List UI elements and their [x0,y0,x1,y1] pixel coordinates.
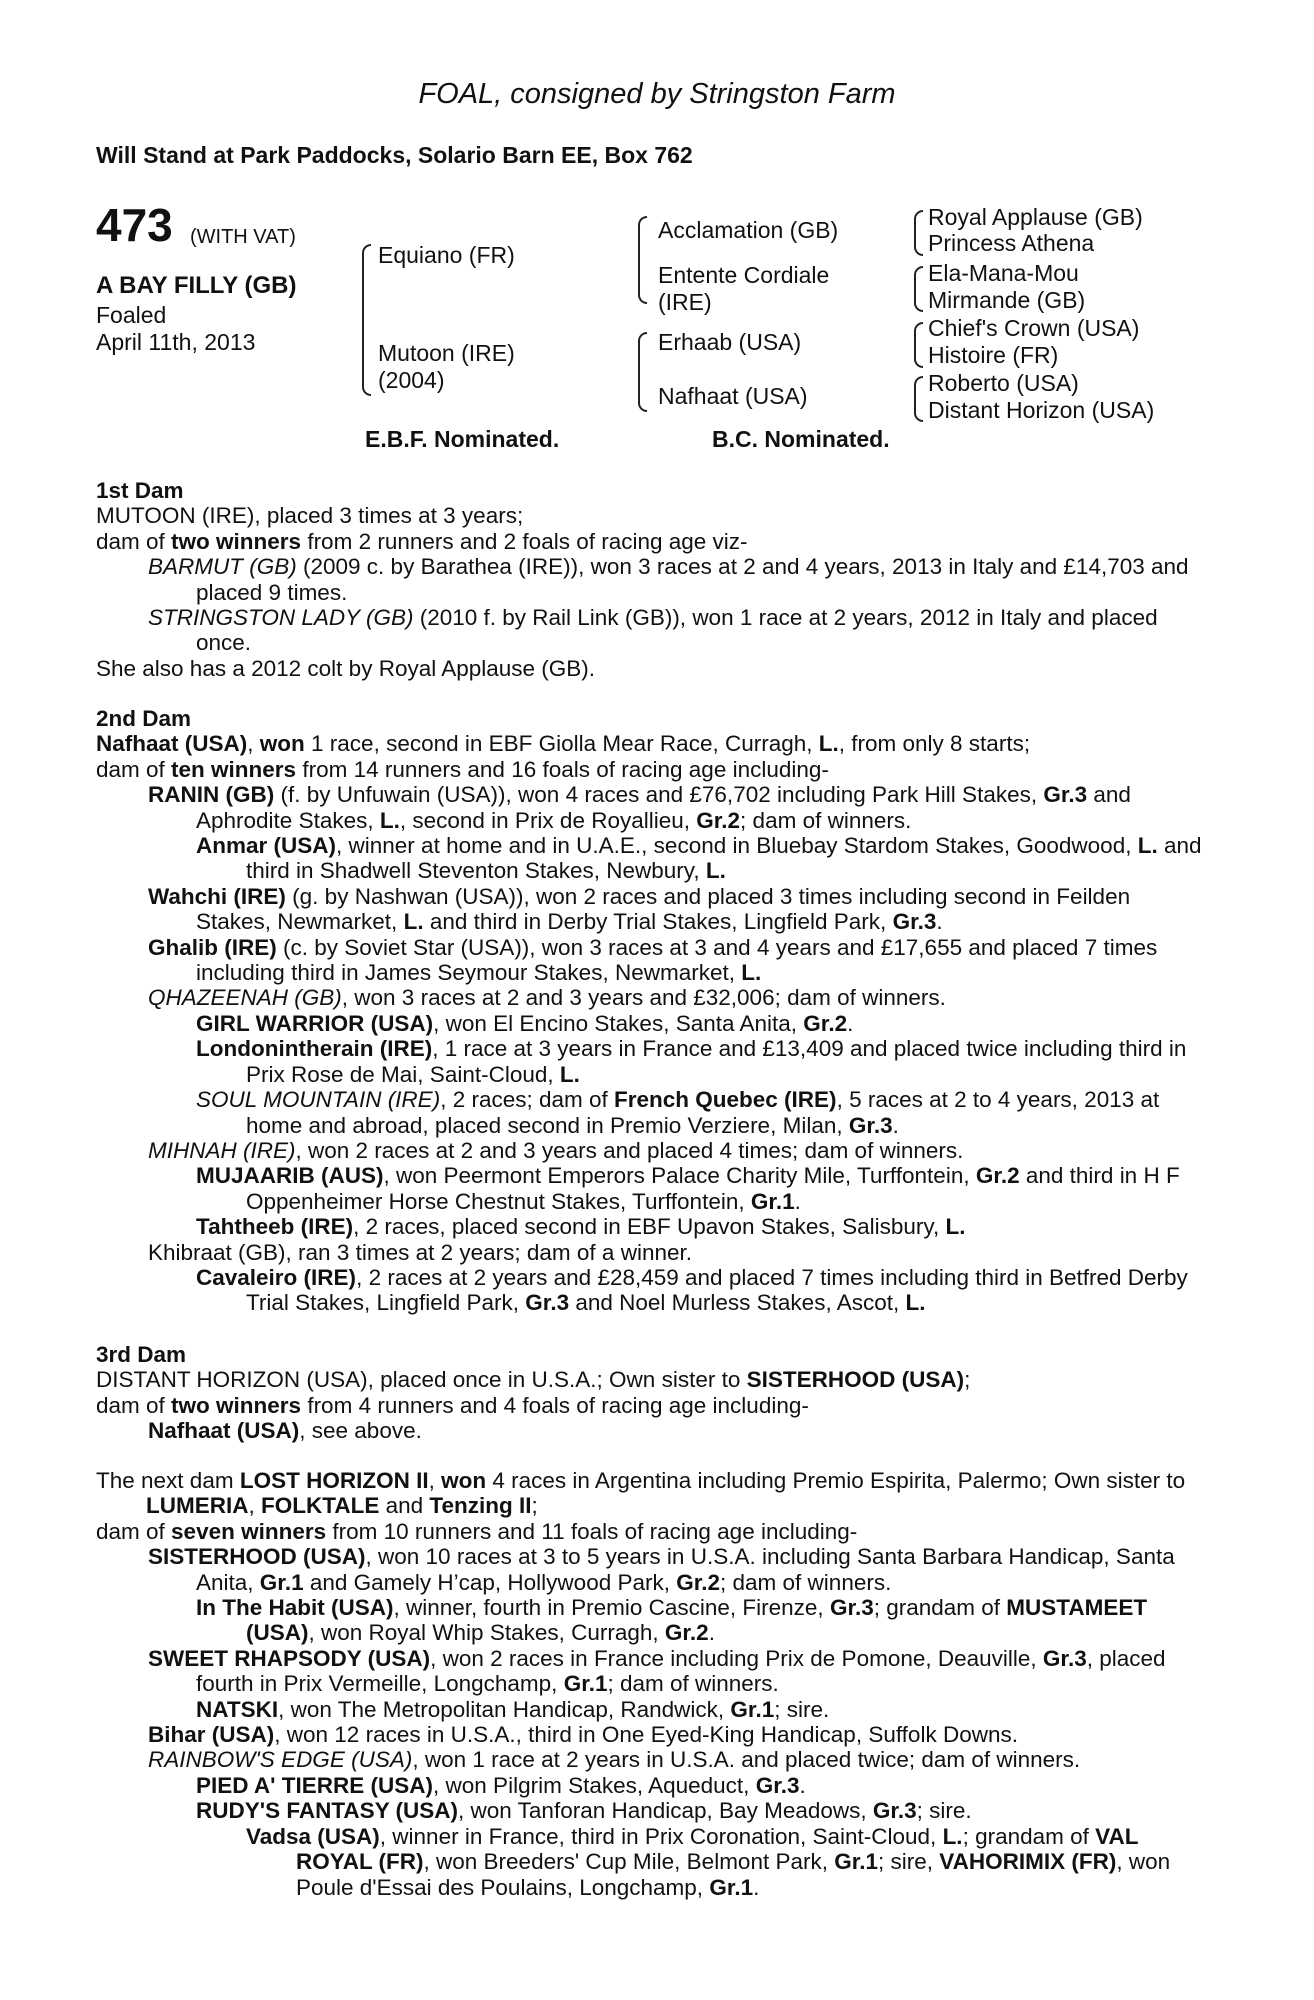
third-dam-line: DISTANT HORIZON (USA), placed once in U.S.A.; Own sister to SISTERHOOD (USA); [96,1367,971,1393]
sire-sire: Acclamation (GB) [658,217,839,243]
produce-entry: Tahtheeb (IRE), 2 races, placed second in EBF Upavon Stakes, Salisbury, L. [196,1214,966,1240]
sss: Royal Applause (GB) [928,204,1143,230]
bc-nominated: B.C. Nominated. [712,426,890,452]
next-dam-produce: dam of seven winners from 10 runners and 11 foals of racing age including- [96,1518,858,1544]
produce-entry: Londonintherain (IRE), 1 race at 3 years in France and £13,409 and placed twice including third in Prix Rose de Mai, Saint-Cloud, L. [196,1036,1187,1087]
produce-entry: Wahchi (IRE) (g. by Nashwan (USA)), won 2 races and placed 3 times including second in Feilden Stakes, Newmarket, L. and third in Derby Trial Stakes, Lingfield Park, Gr.3. [148,883,1131,935]
dam-sire: Erhaab (USA) [658,329,802,355]
produce-entry: SWEET RHAPSODY (USA), won 2 races in France including Prix de Pomone, Deauville, Gr.3, placed fourth in Prix Vermeille, Longchamp, Gr.1; dam of winners. [148,1645,1166,1697]
produce-entry: SISTERHOOD (USA), won 10 races at 3 to 5 years in U.S.A. including Santa Barbara Handicap, Santa Anita, Gr.1 and Gamely H’cap, Hollywood Park, Gr.2; dam of winners. [148,1544,1175,1595]
second-dam-heading: 2nd Dam [96,706,192,731]
brace-gen3-2 [914,266,923,312]
sire-dam-country: (IRE) [658,289,712,315]
ebf-nominated: E.B.F. Nominated. [365,426,560,452]
stand-location: Will Stand at Park Paddocks, Solario Barn EE, Box 762 [96,142,693,168]
dss: Chief's Crown (USA) [928,315,1140,341]
produce-entry: GIRL WARRIOR (USA), won El Encino Stakes, Santa Anita, Gr.2. [196,1010,854,1036]
dsd: Histoire (FR) [928,342,1059,368]
produce-entry: QHAZEENAH (GB), won 3 races at 2 and 3 years and £32,006; dam of winners. [148,985,946,1011]
produce-entry: STRINGSTON LADY (GB) (2010 f. by Rail Link (GB)), won 1 race at 2 years, 2012 in Italy and placed once. [148,605,1158,656]
first-dam-note: She also has a 2012 colt by Royal Applause (GB). [96,655,596,681]
lot-number: 473 [96,199,173,251]
second-dam-section [96,706,1206,1316]
dam-name: Mutoon (IRE) [378,340,515,366]
sire-dam [658,262,829,316]
next-dam-line: The next dam LOST HORIZON II, won 4 races in Argentina including Premio Espirita, Palermo; Own sister to LUMERIA, FOLKTALE and Tenzing II; [96,1468,1186,1519]
produce-entry: Khibraat (GB), ran 3 times at 2 years; dam of a winner. [148,1239,692,1265]
ssd: Princess Athena [928,230,1095,256]
brace-gen2-dam [638,332,647,412]
produce-entry: RAINBOW'S EDGE (USA), won 1 race at 2 years in U.S.A. and placed twice; dam of winners. [148,1747,1081,1773]
produce-entry: NATSKI, won The Metropolitan Handicap, Randwick, Gr.1; sire. [196,1696,830,1722]
brace-gen3-3 [914,322,923,368]
produce-entry: BARMUT (GB) (2009 c. by Barathea (IRE)), won 3 races at 2 and 4 years, 2013 in Italy and £14,703 and placed 9 times. [148,554,1189,605]
third-dam-produce: dam of two winners from 4 runners and 4 foals of racing age including- [96,1392,809,1418]
produce-entry: PIED A' TIERRE (USA), won Pilgrim Stakes, Aqueduct, Gr.3. [196,1772,806,1798]
second-dam-line: Nafhaat (USA), won 1 race, second in EBF Giolla Mear Race, Curragh, L., from only 8 starts; [96,731,1031,757]
vat-note: (WITH VAT) [190,226,296,248]
produce-entry: RUDY'S FANTASY (USA), won Tanforan Handicap, Bay Meadows, Gr.3; sire. [196,1798,972,1824]
dam-dam: Nafhaat (USA) [658,383,808,409]
foaled-label: Foaled [96,302,167,328]
produce-entry: MUJAARIB (AUS), won Peermont Emperors Palace Charity Mile, Turffontein, Gr.2 and third in H F Oppenheimer Horse Chestnut Stakes, Turffontein, Gr.1. [196,1163,1180,1214]
produce-entry: Bihar (USA), won 12 races in U.S.A., third in One Eyed-King Handicap, Suffolk Downs. [148,1722,1018,1748]
dam-year: (2004) [378,367,445,393]
produce-entry: In The Habit (USA), winner, fourth in Premio Cascine, Firenze, Gr.3; grandam of MUSTAMEET (USA), won Royal Whip Stakes, Curragh, Gr.2. [196,1595,1148,1646]
brace-gen1 [362,244,371,396]
ddd: Distant Horizon (USA) [928,397,1155,423]
produce-entry: Vadsa (USA), winner in France, third in Prix Coronation, Saint-Cloud, L.; grandam of VAL ROYAL (FR), won Breeders' Cup Mile, Belmont Park, Gr.1; sire, VAHORIMIX (FR), won Poule d'Essai des Poulains, Longchamp, Gr.1. [246,1823,1171,1900]
sdd: Mirmande (GB) [928,287,1086,313]
produce-entry: SOUL MOUNTAIN (IRE), 2 races; dam of French Quebec (IRE), 5 races at 2 to 4 years, 2013 at home and abroad, placed second in Premio Verziere, Milan, Gr.3. [196,1087,1160,1138]
first-dam-heading: 1st Dam [96,478,184,503]
brace-gen3-4 [914,376,923,422]
third-dam-section [96,1342,1206,1444]
foaled-info [96,302,255,356]
brace-gen3-1 [914,210,923,256]
first-dam-produce: dam of two winners from 2 runners and 2 foals of racing age viz- [96,528,748,554]
third-dam-heading: 3rd Dam [96,1342,187,1367]
sire-dam-name: Entente Cordiale [658,262,830,288]
produce-entry: Anmar (USA), winner at home and in U.A.E., second in Bluebay Stardom Stakes, Goodwood, L. and third in Shadwell Steventon Stakes, Newbury, L. [196,833,1202,884]
first-dam-section [96,478,1206,681]
next-dam-section [96,1468,1206,1900]
produce-entry: Nafhaat (USA), see above. [148,1418,422,1444]
dam [378,340,515,394]
sire: Equiano (FR) [378,242,515,268]
dds: Roberto (USA) [928,370,1079,396]
first-dam-line: MUTOON (IRE), placed 3 times at 3 years; [96,503,524,529]
foaled-date: April 11th, 2013 [96,329,256,355]
produce-entry: Cavaleiro (IRE), 2 races at 2 years and £28,459 and placed 7 times including third in Betfred Derby Trial Stakes, Lingfield Park, Gr.3 and Noel Murless Stakes, Ascot, L. [196,1264,1188,1316]
produce-entry: Ghalib (IRE) (c. by Soviet Star (USA)), won 3 races at 3 and 4 years and £17,655 and placed 7 times including third in James Seymour Stakes, Newmarket, L. [148,934,1158,986]
produce-entry: RANIN (GB) (f. by Unfuwain (USA)), won 4 races and £76,702 including Park Hill Stakes, Gr.3 and Aphrodite Stakes, L., second in Prix de Royallieu, Gr.2; dam of winners. [148,782,1131,833]
horse-name: A BAY FILLY (GB) [96,272,297,299]
produce-entry: MIHNAH (IRE), won 2 races at 2 and 3 years and placed 4 times; dam of winners. [148,1137,964,1163]
brace-gen2-sire [638,216,647,304]
sds: Ela-Mana-Mou [928,260,1079,286]
page-title: FOAL, consigned by Stringston Farm [418,78,896,110]
second-dam-produce: dam of ten winners from 14 runners and 16 foals of racing age including- [96,756,829,782]
